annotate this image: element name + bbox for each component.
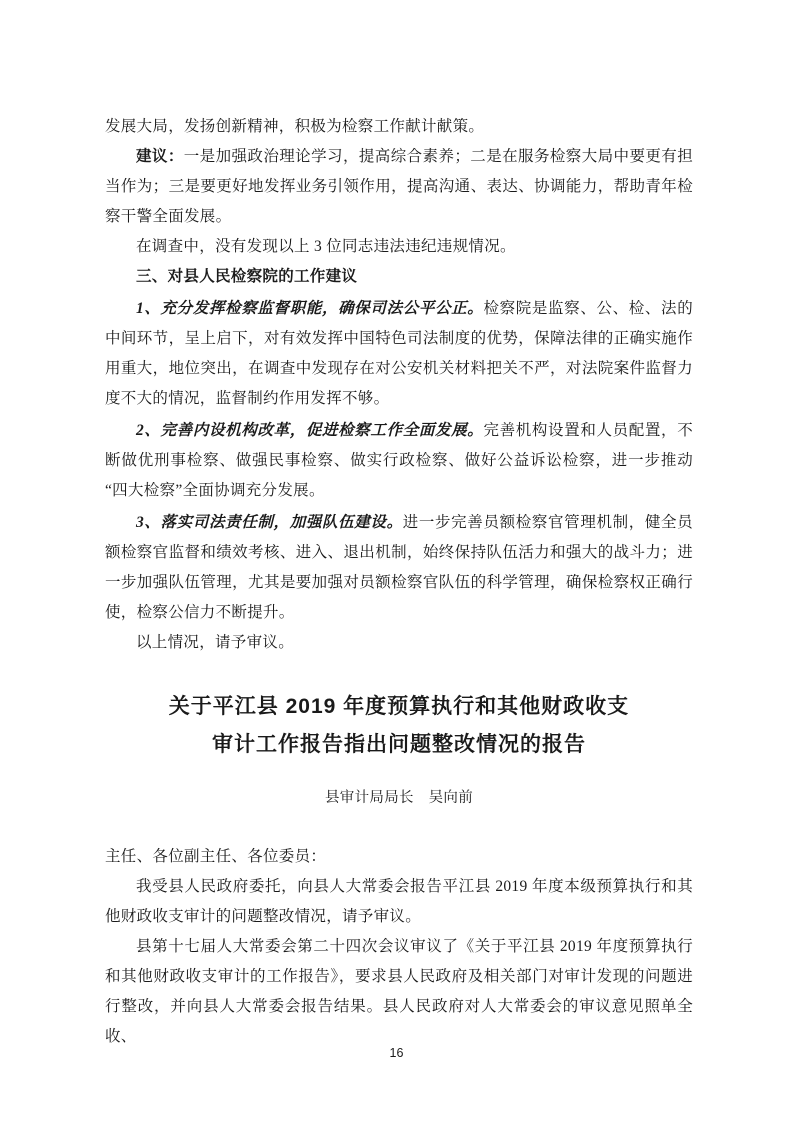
item-1-lead: 1、充分发挥检察监督职能，确保司法公平公正。 [136,300,484,317]
investigation-finding: 在调查中，没有发现以上 3 位同志违法违纪违规情况。 [136,238,516,255]
work-suggestion-item-1 [105,294,693,414]
report-title-line-1: 关于平江县 2019 年度预算执行和其他财政收支 [168,695,630,718]
item-2-lead: 2、完善内设机构改革，促进检察工作全面发展。 [136,422,484,439]
work-suggestion-item-3 [105,508,693,628]
suggestion-text: 一是加强政治理论学习，提高综合素养；二是在服务检察大局中要更有担当作为；三是要更好地发挥业务引领作用，提高沟通、表达、协调能力，帮助青年检察干警全面发展。 [105,148,694,225]
document-content [105,112,693,1052]
section-heading-three: 三、对县人民检察院的工作建议 [136,268,358,285]
item-2-text: 完善机构设置和人员配置，不断做优刑事检察、做强民事检察、做实行政检察、做好公益诉讼检察，进一步推动“四大检察”全面协调充分发展。 [105,422,693,499]
report-title-line-2: 审计工作报告指出问题整改情况的报告 [212,733,586,756]
item-3-text: 进一步完善员额检察官管理机制，健全员额检察官监督和绩效考核、进入、退出机制，始终保持队伍活力和强大的战斗力；进一步加强队伍管理，尤其是要加强对员额检察官队伍的科学管理，确保检察权正确行使，检察公信力不断提升。 [105,514,693,621]
report-title [105,688,693,764]
report-paragraph-2: 县第十七届人大常委会第二十四次会议审议了《关于平江县 2019 年度预算执行和其他财政收支审计的工作报告》，要求县人民政府及相关部门对审计发现的问题进行整改，并向县人大常委会报告结果。县人民政府对人大常委会的审议意见照单全收、 [105,938,693,1045]
report-author: 县审计局局长 吴向前 [325,790,473,806]
suggestion-lead: 建议： [136,148,184,165]
item-1-text: 检察院是监察、公、检、法的中间环节，呈上启下，对有效发挥中国特色司法制度的优势，保障法律的正确实施作用重大，地位突出，在调查中发现存在对公安机关材料把关不严，对法院案件监督力度不大的情况，监督制约作用发挥不够。 [105,300,693,407]
report-salutation: 主任、各位副主任、各位委员： [105,848,327,865]
work-suggestion-item-2 [105,416,693,506]
paragraph-continued: 发展大局，发扬创新精神，积极为检察工作献计献策。 [105,118,485,135]
item-3-lead: 3、落实司法责任制，加强队伍建设。 [136,514,403,531]
report-paragraph-1: 我受县人民政府委托，向县人大常委会报告平江县 2019 年度本级预算执行和其他财政收支审计的问题整改情况，请予审议。 [105,878,693,925]
page-number: 16 [389,1046,404,1060]
closing-sentence: 以上情况，请予审议。 [136,634,295,651]
suggestion-paragraph [105,142,693,232]
